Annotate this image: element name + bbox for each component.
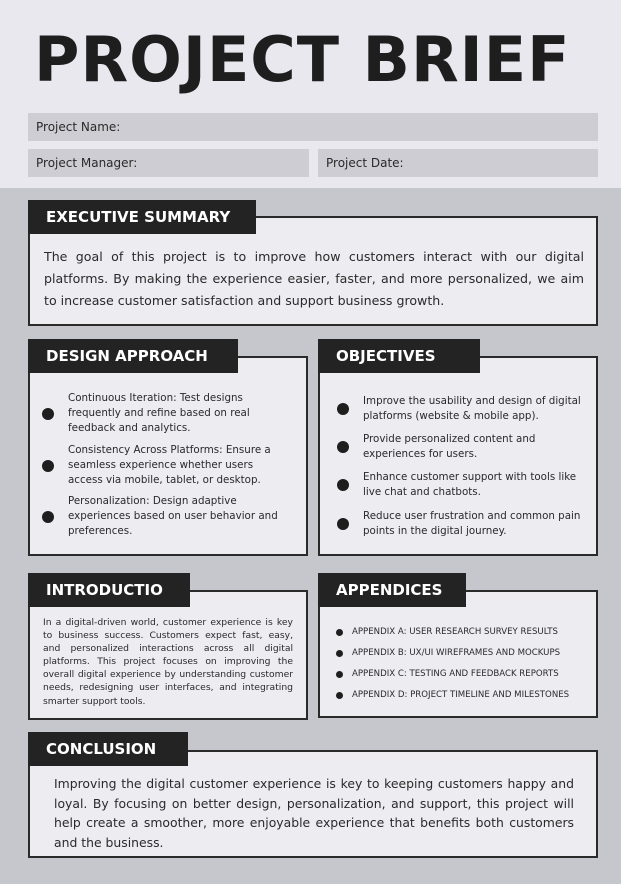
appendices-heading: APPENDICES bbox=[318, 573, 466, 607]
executive-summary-text: The goal of this project is to improve how customers interact with our digital platforms. By making the experience easier, faster, and more personalized, we aim to increase customer satisfaction and support business growth. bbox=[44, 249, 584, 308]
project-manager-label: Project Manager: bbox=[36, 156, 138, 170]
bullet-icon bbox=[336, 692, 343, 699]
list-item: APPENDIX C: TESTING AND FEEDBACK REPORTS bbox=[336, 669, 559, 679]
bullet-icon bbox=[42, 408, 54, 420]
project-manager-field[interactable] bbox=[28, 149, 309, 177]
project-date-label: Project Date: bbox=[326, 156, 404, 170]
executive-summary-heading: EXECUTIVE SUMMARY bbox=[28, 200, 256, 234]
bullet-icon bbox=[337, 479, 349, 491]
bullet-icon bbox=[336, 629, 343, 636]
bullet-icon bbox=[42, 460, 54, 472]
conclusion-text: Improving the digital customer experience is key to keeping customers happy and loyal. By focusing on better design, personalization, and support, this project will help create a smoother, more enjoyable experience that benefits both customers and the business. bbox=[54, 776, 574, 850]
list-item: APPENDIX A: USER RESEARCH SURVEY RESULTS bbox=[336, 627, 558, 637]
bullet-icon bbox=[337, 403, 349, 415]
list-item: Reduce user frustration and common pain points in the digital journey. bbox=[337, 509, 583, 539]
project-name-label: Project Name: bbox=[36, 120, 121, 134]
introduction-text: In a digital-driven world, customer experience is key to business success. Customers expect fast, easy, and personalized interactions across all digital platforms. This project focuses on improving the overall digital experience by understanding customer needs, redesigning user interfaces, and integrating smarter support tools. bbox=[43, 617, 293, 707]
project-name-field[interactable] bbox=[28, 113, 598, 141]
conclusion-heading: CONCLUSION bbox=[28, 732, 188, 766]
list-item: Improve the usability and design of digital platforms (website & mobile app). bbox=[337, 394, 583, 424]
bullet-icon bbox=[337, 518, 349, 530]
list-item: Personalization: Design adaptive experiences based on user behavior and preferences. bbox=[42, 494, 278, 539]
list-item: APPENDIX B: UX/UI WIREFRAMES AND MOCKUPS bbox=[336, 648, 560, 658]
list-item: Enhance customer support with tools like live chat and chatbots. bbox=[337, 470, 583, 500]
bullet-icon bbox=[336, 650, 343, 657]
bullet-icon bbox=[42, 511, 54, 523]
page-title: PROJECT BRIEF bbox=[34, 23, 571, 96]
bullet-icon bbox=[336, 671, 343, 678]
header bbox=[0, 0, 621, 188]
list-item: Provide personalized content and experiences for users. bbox=[337, 432, 583, 462]
introduction-heading: INTRODUCTIO bbox=[28, 573, 190, 607]
list-item: Continuous Iteration: Test designs frequently and refine based on real feedback and analytics. bbox=[42, 391, 278, 436]
design-approach-heading: DESIGN APPROACH bbox=[28, 339, 238, 373]
project-date-field[interactable] bbox=[318, 149, 598, 177]
objectives-heading: OBJECTIVES bbox=[318, 339, 480, 373]
list-item: Consistency Across Platforms: Ensure a seamless experience whether users access via mobile, tablet, or desktop. bbox=[42, 443, 278, 488]
bullet-icon bbox=[337, 441, 349, 453]
list-item: APPENDIX D: PROJECT TIMELINE AND MILESTONES bbox=[336, 690, 569, 700]
